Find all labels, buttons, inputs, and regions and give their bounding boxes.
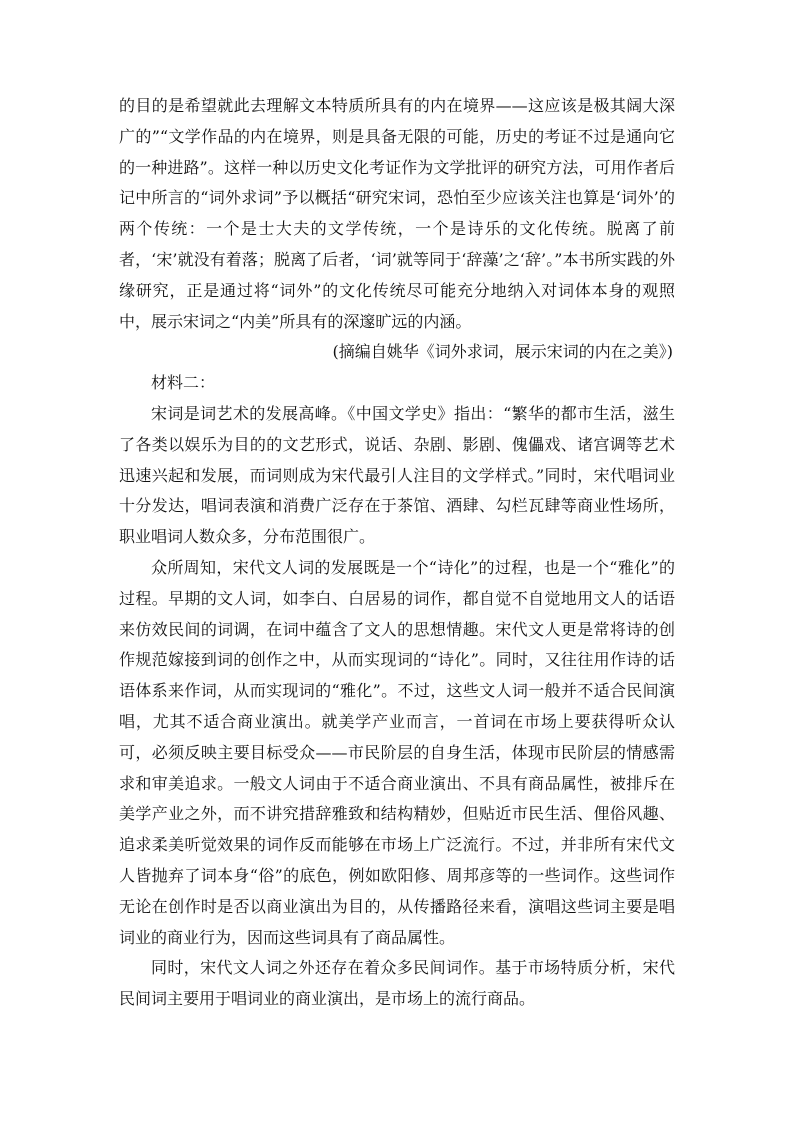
body-paragraph-1: 宋词是词艺术的发展高峰。《中国文学史》指出：“繁华的都市生活，滋生了各类以娱乐为目的的文艺形式，说话、杂剧、影剧、傀儡戏、诸宫调等艺术迅速兴起和发展，而词则成为宋代最引人注目的文学样式。”同时，宋代唱词业十分发达，唱词表演和消费广泛存在于茶馆、酒肆、勾栏瓦肆等商业性场所，职业唱词人数众多，分布范围很广。 <box>119 403 675 547</box>
document-page <box>119 91 675 1015</box>
body-paragraph-2: 众所周知，宋代文人词的发展既是一个“诗化”的过程，也是一个“雅化”的过程。早期的文人词，如李白、白居易的词作，都自觉不自觉地用文人的话语来仿效民间的词调，在词中蕴含了文人的思想情趣。宋代文人更是常将诗的创作规范嫁接到词的创作之中，从而实现词的“诗化”。同时，又往往用作诗的话语体系来作词，从而实现词的“雅化”。不过，这些文人词一般并不适合民间演唱，尤其不适合商业演出。就美学产业而言，一首词在市场上要获得听众认可，必须反映主要目标受众——市民阶层的自身生活，体现市民阶层的情感需求和审美追求。一般文人词由于不适合商业演出、不具有商品属性，被排斥在美学产业之外，而不讲究措辞雅致和结构精妙，但贴近市民生活、俚俗风趣、追求柔美听觉效果的词作反而能够在市场上广泛流行。不过，并非所有宋代文人皆抛弃了词本身“俗”的底色，例如欧阳修、周邦彦等的一些词作。这些词作无论在创作时是否以商业演出为目的，从传播路径来看，演唱这些词主要是唱词业的商业行为，因而这些词具有了商品属性。 <box>119 557 675 947</box>
continuation-paragraph: 的目的是希望就此去理解文本特质所具有的内在境界——这应该是极其阔大深广的”“文学作品的内在境界，则是具备无限的可能，历史的考证不过是通向它的一种进路”。这样一种以历史文化考证作为文学批评的研究方法，可用作者后记中所言的“词外求词”予以概括“研究宋词，恐怕至少应该关注也算是‘词外’的两个传统：一个是士大夫的文学传统，一个是诗乐的文化传统。脱离了前者，‘宋’就没有着落；脱离了后者，‘词’就等同于‘辞藻’之‘辞’。”本书所实践的外缘研究，正是通过将“词外”的文化传统尽可能充分地纳入对词体本身的观照中，展示宋词之“内美”所具有的深邃旷远的内涵。 <box>119 96 675 331</box>
material-heading: 材料二： <box>151 373 216 393</box>
source-citation: (摘编自姚华《词外求词，展示宋词的内在之美》) <box>332 342 673 362</box>
body-paragraph-3: 同时，宋代文人词之外还存在着众多民间词作。基于市场特质分析，宋代民间词主要用于唱词业的商业演出，是市场上的流行商品。 <box>119 958 675 1009</box>
